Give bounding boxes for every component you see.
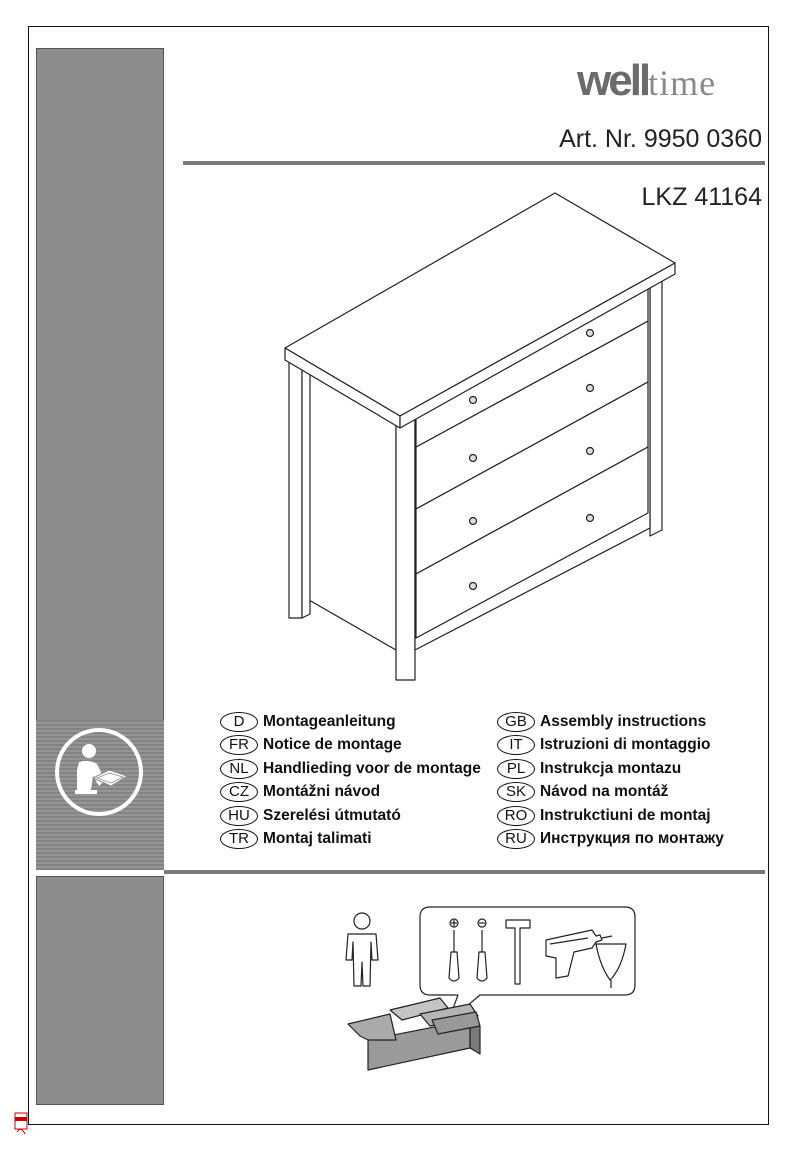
language-code: GB [497,712,535,732]
language-title: Notice de montage [263,736,402,754]
article-number: Art. Nr. 9950 0360 [559,125,762,153]
tools-illustration [330,900,650,1080]
section-divider [164,870,765,874]
language-row [497,781,724,805]
language-title: Návod na montáž [540,783,669,801]
model-number: LKZ 41164 [641,183,762,211]
language-row [220,781,481,805]
language-code: NL [220,759,258,779]
language-row [220,710,481,734]
language-title: Handlieding voor de montage [263,759,481,777]
brand-logo-bold: well [577,56,649,105]
language-code: RO [497,806,535,826]
sidebar-panel-bottom [36,876,164,1105]
language-row [220,804,481,828]
language-code: FR [220,735,258,755]
language-row [497,828,724,852]
language-code: IT [497,735,535,755]
language-title: Instrukctiuni de montaj [540,806,711,824]
language-title: Istruzioni di montaggio [540,736,711,754]
brand-logo [577,56,717,105]
language-code: SK [497,782,535,802]
language-list-right [497,710,724,851]
language-code: PL [497,759,535,779]
language-row [220,734,481,758]
language-code: TR [220,829,258,849]
pdf-icon [14,1112,30,1138]
language-code: CZ [220,782,258,802]
language-row [497,757,724,781]
reading-manual-icon [53,726,145,818]
toolbox-icon [348,998,480,1070]
person-icon [346,913,378,986]
language-row [497,710,724,734]
language-row [220,828,481,852]
language-code: HU [220,806,258,826]
language-code: RU [497,829,535,849]
dresser-illustration [280,188,680,688]
language-code: D [220,712,258,732]
brand-logo-light: time [648,63,717,103]
language-title: Montážni návod [263,783,381,801]
language-title: Instrukcja montazu [540,759,682,777]
language-row [497,734,724,758]
language-list-left [220,710,481,851]
language-row [220,757,481,781]
language-title: Montaj talimati [263,830,372,848]
header-divider [183,161,765,165]
language-row [497,804,724,828]
language-title: Montageanleitung [263,712,396,730]
language-title: Szerelési útmutató [263,806,401,824]
language-title: Assembly instructions [540,712,707,730]
language-title: Инструкция по монтажу [540,830,724,848]
